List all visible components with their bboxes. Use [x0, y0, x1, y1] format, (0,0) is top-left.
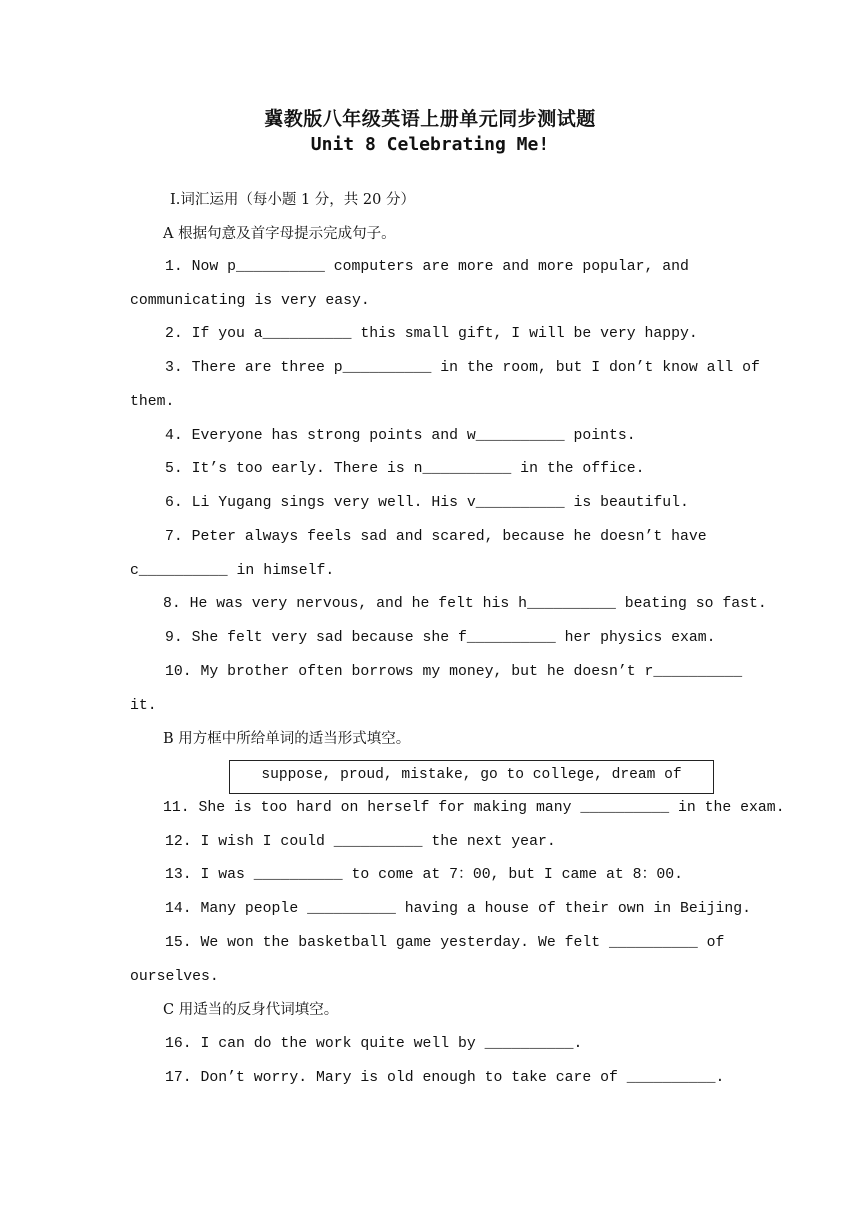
section-heading: Ⅰ.词汇运用（每小题 1 分，共 20 分） — [170, 192, 415, 208]
question-11: 11. She is too hard on herself for making many __________ in the exam. — [163, 800, 785, 816]
question-6: 6. Li Yugang sings very well. His v__________ is beautiful. — [165, 495, 689, 511]
question-16: 16. I can do the work quite well by __________. — [165, 1036, 583, 1052]
question-8: 8. He was very nervous, and he felt his h__________ beating so fast. — [163, 596, 767, 612]
word-box: suppose, proud, mistake, go to college, dream of — [229, 760, 714, 794]
question-3-line-2: them. — [130, 394, 175, 410]
question-9: 9. She felt very sad because she f__________ her physics exam. — [165, 630, 716, 646]
question-3-line-1: 3. There are three p__________ in the room, but I don’t know all of — [165, 360, 760, 376]
question-1-line-1: 1. Now p__________ computers are more and more popular, and — [165, 259, 689, 275]
question-1-line-2: communicating is very easy. — [130, 293, 370, 309]
question-7-line-1: 7. Peter always feels sad and scared, because he doesn’t have — [165, 529, 707, 545]
question-15-line-1: 15. We won the basketball game yesterday. We felt __________ of — [165, 935, 725, 951]
part-a-instruction: A 根据句意及首字母提示完成句子。 — [163, 226, 396, 242]
document-title: 冀教版八年级英语上册单元同步测试题 — [264, 108, 596, 130]
question-15-line-2: ourselves. — [130, 969, 219, 985]
unit-title: Unit 8 Celebrating Me! — [310, 134, 550, 155]
question-12: 12. I wish I could __________ the next year. — [165, 834, 556, 850]
question-14: 14. Many people __________ having a house of their own in Beijing. — [165, 901, 752, 917]
question-13: 13. I was __________ to come at 7：00, but I came at 8：00. — [165, 867, 683, 883]
part-b-instruction: B 用方框中所给单词的适当形式填空。 — [163, 731, 411, 747]
question-2: 2. If you a__________ this small gift, I will be very happy. — [165, 326, 698, 342]
question-10-line-2: it. — [130, 698, 157, 714]
part-c-instruction: C 用适当的反身代词填空。 — [163, 1002, 339, 1018]
question-17: 17. Don’t worry. Mary is old enough to take care of __________. — [165, 1070, 725, 1086]
question-10-line-1: 10. My brother often borrows my money, but he doesn’t r__________ — [165, 664, 743, 680]
question-4: 4. Everyone has strong points and w__________ points. — [165, 428, 636, 444]
question-7-line-2: c__________ in himself. — [130, 563, 335, 579]
question-5: 5. It’s too early. There is n__________ in the office. — [165, 461, 645, 477]
